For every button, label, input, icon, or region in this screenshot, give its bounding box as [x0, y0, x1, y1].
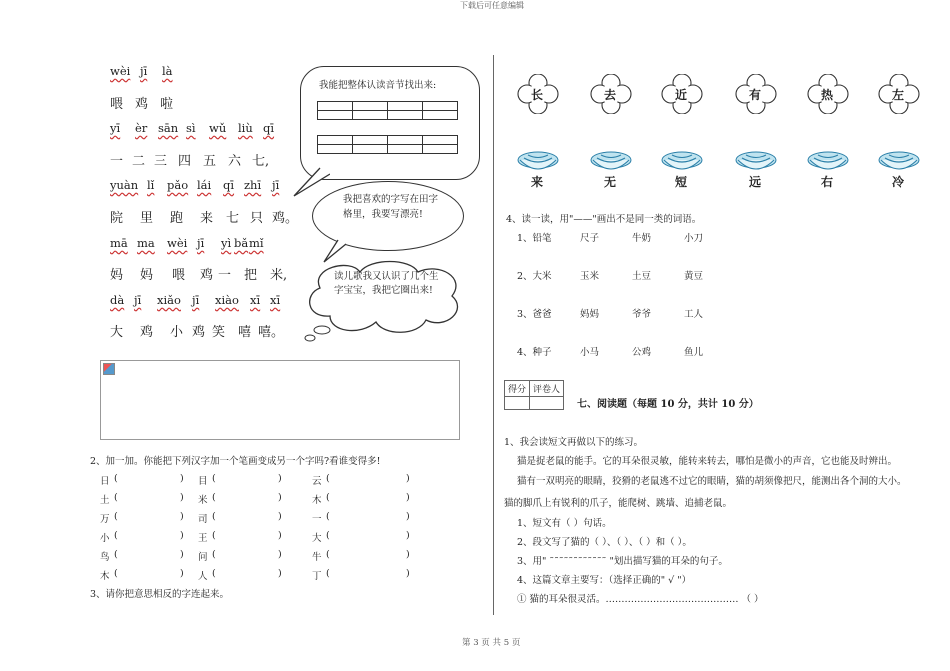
q2-paren-close: ): [406, 511, 410, 522]
pinyin-syllable: jī: [272, 178, 280, 192]
hanzi-char: 鸡: [192, 325, 206, 340]
hanzi-char: 鸡: [140, 325, 154, 340]
pinyin-syllable: liù: [238, 121, 253, 135]
pinyin-syllable: xī: [270, 293, 281, 307]
q4-word[interactable]: 小刀: [684, 233, 704, 244]
q2-char: 大: [312, 533, 322, 544]
hanzi-char: 七,: [252, 154, 270, 169]
pinyin-syllable: jī: [134, 293, 142, 307]
bubble-3-text: 读儿歌我又认识了几个生字宝宝，我把它圈出来!: [334, 271, 439, 296]
hanzi-char: 嘻。: [258, 325, 285, 340]
q2-char: 司: [198, 514, 208, 525]
pinyin-syllable: mǐ: [249, 236, 264, 250]
q2-paren-close: ): [406, 549, 410, 560]
q2-paren-close: ): [278, 511, 282, 522]
antonym-top-char[interactable]: 左: [892, 88, 905, 102]
q2-paren-close: ): [406, 473, 410, 484]
pinyin-syllable: là: [162, 64, 173, 78]
hanzi-char: 笑: [212, 325, 226, 340]
pinyin-syllable: sān: [158, 121, 179, 135]
hanzi-char: 二: [132, 154, 146, 169]
pinyin-syllable: xī: [250, 293, 261, 307]
q2-paren-open[interactable]: (: [326, 492, 330, 503]
q2-paren-close: ): [406, 530, 410, 541]
q2-title: 2、加一加。你能把下列汉字加一个笔画变成另一个字吗?看谁变得多!: [90, 456, 381, 467]
page-header: 下载后可任意编辑: [460, 1, 524, 10]
q2-paren-close: ): [278, 549, 282, 560]
hanzi-char: 把: [244, 268, 258, 283]
hanzi-char: 米,: [270, 268, 288, 283]
q2-paren-open[interactable]: (: [212, 511, 216, 522]
hanzi-char: 七: [226, 211, 240, 226]
antonym-bottom-char[interactable]: 无: [604, 175, 617, 189]
section-7-title: 七、阅读题（每题 10 分，共计 10 分）: [577, 399, 759, 410]
hanzi-char: 四: [178, 154, 192, 169]
pinyin-syllable: yuàn: [110, 178, 139, 192]
q2-paren-open[interactable]: (: [114, 492, 118, 503]
q2-char: 小: [100, 533, 110, 544]
antonym-bottom-char[interactable]: 远: [749, 175, 762, 189]
q4-word[interactable]: 妈妈: [580, 309, 600, 320]
q4-word[interactable]: 公鸡: [632, 347, 652, 358]
q4-word[interactable]: 小马: [580, 347, 600, 358]
q2-paren-open[interactable]: (: [212, 568, 216, 579]
q2-char: 木: [312, 495, 322, 506]
hanzi-char: 大: [110, 325, 124, 340]
image-placeholder-icon: [103, 363, 115, 375]
pinyin-syllable: wèi: [110, 64, 131, 78]
pinyin-syllable: jī: [140, 64, 148, 78]
hanzi-char: 啦: [160, 97, 174, 112]
q2-char: 丁: [312, 571, 322, 582]
q2-char: 日: [100, 476, 110, 487]
hanzi-char: 来: [200, 211, 214, 226]
hanzi-char: 小: [170, 325, 184, 340]
q2-char: 牛: [312, 552, 322, 563]
hanzi-char: 院: [110, 211, 124, 226]
q2-paren-open[interactable]: (: [326, 511, 330, 522]
reading-p3: 猫的脚爪上有锐利的爪子，能爬树、跳墙、追捕老鼠。: [504, 498, 733, 509]
q2-paren-close: ): [180, 568, 184, 579]
q4-word[interactable]: 工人: [684, 309, 704, 320]
hanzi-char: 只: [250, 211, 264, 226]
pinyin-syllable: mā: [110, 236, 128, 250]
q4-word[interactable]: 玉米: [580, 271, 600, 282]
q2-paren-close: ): [278, 530, 282, 541]
grader-cell[interactable]: [530, 397, 564, 410]
antonym-bottom-char[interactable]: 来: [531, 175, 544, 189]
antonym-top-char[interactable]: 长: [531, 88, 544, 102]
q2-char: 木: [100, 571, 110, 582]
q4-word[interactable]: 鱼儿: [684, 347, 704, 358]
hanzi-char: 一: [110, 154, 124, 169]
q2-char: 米: [198, 495, 208, 506]
hanzi-char: 鸡。: [272, 211, 299, 226]
hanzi-char: 鸡: [135, 97, 149, 112]
q2-char: 云: [312, 476, 322, 487]
q2-paren-close: ): [180, 549, 184, 560]
antonym-bottom-char[interactable]: 右: [821, 175, 834, 189]
q4-word[interactable]: 4、种子: [517, 347, 552, 358]
antonym-top-char[interactable]: 有: [749, 88, 762, 102]
pinyin-syllable: pǎo: [167, 178, 189, 192]
q4-word[interactable]: 牛奶: [632, 233, 652, 244]
q2-paren-open[interactable]: (: [114, 549, 118, 560]
pinyin-syllable: lǐ: [147, 178, 155, 192]
q2-paren-open[interactable]: (: [114, 511, 118, 522]
antonym-bottom-char[interactable]: 冷: [892, 175, 905, 189]
score-table: [504, 380, 564, 410]
q4-word[interactable]: 爷爷: [632, 309, 652, 320]
pinyin-syllable: jī: [192, 293, 200, 307]
reading-s4: 4、这篇文章主要写：（选择正确的" √ "）: [517, 575, 692, 586]
reading-s1: 1、短文有（ ）句话。: [517, 518, 612, 529]
q2-char: 鸟: [100, 552, 110, 563]
hanzi-char: 一: [218, 268, 232, 283]
page-footer: 第 3 页 共 5 页: [462, 638, 521, 648]
q2-paren-close: ): [406, 568, 410, 579]
q2-char: 人: [198, 571, 208, 582]
hanzi-char: 妈: [140, 268, 154, 283]
hanzi-char: 喂: [110, 97, 124, 112]
antonym-bottom-char[interactable]: 短: [675, 175, 688, 189]
pinyin-syllable: èr: [135, 121, 148, 135]
q2-paren-close: ): [180, 473, 184, 484]
q2-char: 王: [198, 533, 208, 544]
q2-paren-open[interactable]: (: [212, 473, 216, 484]
q3-title: 3、请你把意思相反的字连起来。: [90, 589, 230, 600]
q2-char: 一: [312, 514, 322, 525]
pinyin-syllable: dà: [110, 293, 125, 307]
q4-word[interactable]: 黄豆: [684, 271, 704, 282]
q2-char: 目: [198, 476, 208, 487]
q2-paren-open[interactable]: (: [114, 473, 118, 484]
q4-title: 4、读一读，用"——"画出不是同一类的词语。: [506, 214, 702, 225]
q2-paren-open[interactable]: (: [212, 530, 216, 541]
q2-paren-close: ): [406, 492, 410, 503]
q2-paren-open[interactable]: (: [326, 549, 330, 560]
pinyin-syllable: jī: [197, 236, 205, 250]
q2-paren-open[interactable]: (: [212, 492, 216, 503]
pinyin-syllable: bǎ: [234, 236, 249, 250]
grader-label: 评卷人: [530, 381, 564, 397]
reading-s2: 2、段文写了猫的（ ）、（ ）、（ ）和（ ）。: [517, 537, 692, 548]
q2-paren-close: ): [278, 492, 282, 503]
antonym-top-char[interactable]: 去: [604, 88, 617, 102]
pinyin-syllable: wǔ: [209, 121, 227, 135]
antonym-top-char[interactable]: 热: [821, 88, 834, 102]
reading-q1: 1、我会读短文再做以下的练习。: [504, 437, 644, 448]
bubble-1-tail: [290, 160, 330, 200]
antonym-top-char[interactable]: 近: [675, 88, 688, 102]
score-cell[interactable]: [505, 397, 530, 410]
q4-word[interactable]: 1、铅笔: [517, 233, 552, 244]
column-divider: [493, 55, 494, 615]
hanzi-char: 六: [228, 154, 242, 169]
q2-paren-close: ): [180, 511, 184, 522]
q2-paren-close: ): [180, 530, 184, 541]
q2-paren-close: ): [278, 473, 282, 484]
q2-paren-open[interactable]: (: [326, 568, 330, 579]
q2-paren-open[interactable]: (: [212, 549, 216, 560]
q2-paren-open[interactable]: (: [114, 530, 118, 541]
q4-word[interactable]: 尺子: [580, 233, 600, 244]
answer-box[interactable]: [100, 360, 460, 440]
hanzi-char: 五: [203, 154, 217, 169]
pinyin-syllable: wèi: [167, 236, 188, 250]
q2-char: 问: [198, 552, 208, 563]
hanzi-char: 跑: [170, 211, 184, 226]
reading-p2: 猫有一双明亮的眼睛，狡猾的老鼠逃不过它的眼睛，猫的胡须像把尺，能测出各个洞的大小。: [517, 476, 907, 487]
pinyin-syllable: qī: [263, 121, 275, 135]
hanzi-char: 嘻: [238, 325, 252, 340]
q2-paren-open[interactable]: (: [326, 530, 330, 541]
pinyin-syllable: yì: [221, 236, 232, 250]
q2-paren-close: ): [180, 492, 184, 503]
q2-char: 万: [100, 514, 110, 525]
score-label: 得分: [505, 381, 530, 397]
writing-grid-2[interactable]: [317, 135, 458, 154]
hanzi-char: 妈: [110, 268, 124, 283]
q2-paren-open[interactable]: (: [114, 568, 118, 579]
pinyin-syllable: xiào: [215, 293, 239, 307]
pinyin-syllable: sì: [186, 121, 196, 135]
bubble-2-text: 我把喜欢的字写在田字格里，我要写漂亮!: [343, 194, 439, 220]
writing-grid-1[interactable]: [317, 101, 458, 120]
hanzi-char: 里: [140, 211, 154, 226]
reading-s3: 3、用" ˜˜˜˜˜˜˜˜˜˜˜˜ "划出描写猫的耳朵的句子。: [517, 556, 728, 567]
q2-paren-open[interactable]: (: [326, 473, 330, 484]
q4-word[interactable]: 3、爸爸: [517, 309, 552, 320]
pinyin-syllable: qī: [223, 178, 235, 192]
reading-p1: 猫是捉老鼠的能手。它的耳朵很灵敏，能转来转去，哪怕是微小的声音，它也能及时辨出。: [517, 456, 898, 467]
pinyin-syllable: lái: [197, 178, 212, 192]
bubble-1-text: 我能把整体认读音节找出来:: [319, 80, 437, 91]
hanzi-char: 鸡: [200, 268, 214, 283]
pinyin-syllable: yī: [110, 121, 121, 135]
q4-word[interactable]: 2、大米: [517, 271, 552, 282]
pinyin-syllable: ma: [137, 236, 155, 250]
pinyin-syllable: xiǎo: [157, 293, 181, 307]
reading-s5: ① 猫的耳朵很灵活。…………………………………… （ ）: [517, 594, 764, 605]
q2-paren-close: ): [278, 568, 282, 579]
hanzi-char: 三: [154, 154, 168, 169]
hanzi-char: 喂: [172, 268, 186, 283]
q4-word[interactable]: 土豆: [632, 271, 652, 282]
pinyin-syllable: zhī: [244, 178, 262, 192]
q2-char: 土: [100, 495, 110, 506]
